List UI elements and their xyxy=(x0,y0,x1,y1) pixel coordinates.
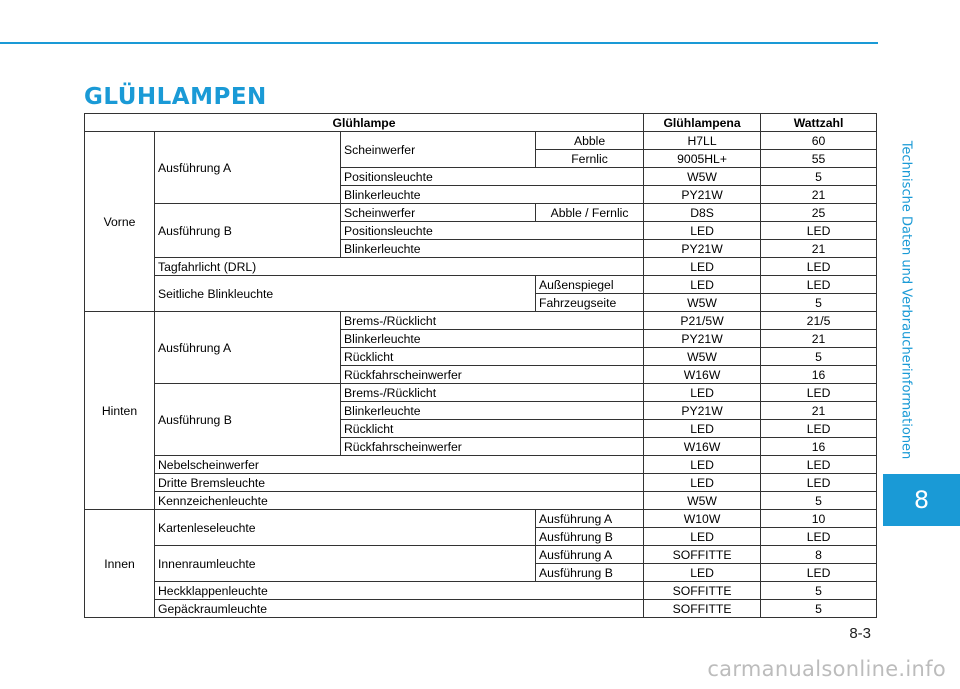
bulb-table xyxy=(84,113,877,618)
watt-cell: 5 xyxy=(761,294,877,312)
sub-label: Abble xyxy=(536,132,644,150)
lamp-label: Rücklicht xyxy=(341,420,644,438)
table-row xyxy=(85,258,877,276)
watt-cell: 21 xyxy=(761,402,877,420)
watt-cell: LED xyxy=(761,456,877,474)
type-cell: W5W xyxy=(644,168,761,186)
lamp-label: Scheinwerfer xyxy=(341,132,536,168)
watt-cell: LED xyxy=(761,258,877,276)
sub-label: Außenspiegel xyxy=(536,276,644,294)
watt-cell: 5 xyxy=(761,348,877,366)
watt-cell: 5 xyxy=(761,582,877,600)
sub-label: Ausführung A xyxy=(536,510,644,528)
watt-cell: 5 xyxy=(761,168,877,186)
lamp-label: Nebelscheinwerfer xyxy=(155,456,644,474)
lamp-label: Gepäckraumleuchte xyxy=(155,600,644,618)
type-cell: D8S xyxy=(644,204,761,222)
group-hinten: Hinten xyxy=(85,312,155,510)
variant-label: Ausführung A xyxy=(155,132,341,204)
sub-label: Ausführung B xyxy=(536,528,644,546)
table-header-row xyxy=(85,114,877,132)
table-row xyxy=(85,546,877,564)
table-row xyxy=(85,492,877,510)
lamp-label: Kennzeichenleuchte xyxy=(155,492,644,510)
lamp-label: Rücklicht xyxy=(341,348,644,366)
group-innen: Innen xyxy=(85,510,155,618)
page-title: GLÜHLAMPEN xyxy=(84,84,267,110)
variant-label: Ausführung B xyxy=(155,204,341,258)
type-cell: W10W xyxy=(644,510,761,528)
chapter-tab[interactable]: 8 xyxy=(883,474,960,526)
lamp-label: Brems-/Rücklicht xyxy=(341,312,644,330)
sub-label: Fahrzeugseite xyxy=(536,294,644,312)
watt-cell: 21/5 xyxy=(761,312,877,330)
lamp-label: Rückfahrscheinwerfer xyxy=(341,366,644,384)
watt-cell: 21 xyxy=(761,240,877,258)
header-type: Glühlampena xyxy=(644,114,761,132)
type-cell: LED xyxy=(644,528,761,546)
watt-cell: 25 xyxy=(761,204,877,222)
table-row xyxy=(85,312,877,330)
watermark: carmanualsonline.info xyxy=(707,657,946,681)
type-cell: 9005HL+ xyxy=(644,150,761,168)
watt-cell: LED xyxy=(761,384,877,402)
table-row xyxy=(85,456,877,474)
watt-cell: 5 xyxy=(761,492,877,510)
chapter-side-label: Technische Daten und Verbraucherinformationen xyxy=(898,140,914,460)
variant-label: Ausführung B xyxy=(155,384,341,456)
lamp-label: Seitliche Blinkleuchte xyxy=(155,276,536,312)
type-cell: LED xyxy=(644,258,761,276)
sub-label: Ausführung A xyxy=(536,546,644,564)
lamp-label: Blinkerleuchte xyxy=(341,402,644,420)
watt-cell: 60 xyxy=(761,132,877,150)
variant-label: Ausführung A xyxy=(155,312,341,384)
type-cell: LED xyxy=(644,474,761,492)
type-cell: SOFFITTE xyxy=(644,582,761,600)
table-row xyxy=(85,582,877,600)
watt-cell: LED xyxy=(761,564,877,582)
page-number: 8-3 xyxy=(849,625,871,642)
watt-cell: 16 xyxy=(761,438,877,456)
type-cell: W5W xyxy=(644,294,761,312)
watt-cell: LED xyxy=(761,528,877,546)
lamp-label: Blinkerleuchte xyxy=(341,330,644,348)
top-rule xyxy=(0,42,878,44)
table-row xyxy=(85,510,877,528)
watt-cell: 16 xyxy=(761,366,877,384)
lamp-label: Scheinwerfer xyxy=(341,204,536,222)
type-cell: W16W xyxy=(644,366,761,384)
watt-cell: LED xyxy=(761,474,877,492)
type-cell: PY21W xyxy=(644,402,761,420)
type-cell: PY21W xyxy=(644,186,761,204)
watt-cell: 5 xyxy=(761,600,877,618)
lamp-label: Rückfahrscheinwerfer xyxy=(341,438,644,456)
sub-label: Abble / Fernlic xyxy=(536,204,644,222)
table-row xyxy=(85,204,877,222)
sub-label: Fernlic xyxy=(536,150,644,168)
watt-cell: 8 xyxy=(761,546,877,564)
watt-cell: 10 xyxy=(761,510,877,528)
table-row xyxy=(85,600,877,618)
lamp-label: Blinkerleuchte xyxy=(341,186,644,204)
lamp-label: Heckklappenleuchte xyxy=(155,582,644,600)
type-cell: H7LL xyxy=(644,132,761,150)
lamp-label: Tagfahrlicht (DRL) xyxy=(155,258,644,276)
header-lamp: Glühlampe xyxy=(85,114,644,132)
type-cell: LED xyxy=(644,564,761,582)
group-vorne: Vorne xyxy=(85,132,155,312)
lamp-label: Positionsleuchte xyxy=(341,168,644,186)
table-row xyxy=(85,384,877,402)
type-cell: SOFFITTE xyxy=(644,600,761,618)
watt-cell: 21 xyxy=(761,330,877,348)
lamp-label: Kartenleseleuchte xyxy=(155,510,536,546)
type-cell: LED xyxy=(644,456,761,474)
watt-cell: 55 xyxy=(761,150,877,168)
watt-cell: LED xyxy=(761,276,877,294)
lamp-label: Brems-/Rücklicht xyxy=(341,384,644,402)
type-cell: W5W xyxy=(644,348,761,366)
lamp-label: Dritte Bremsleuchte xyxy=(155,474,644,492)
table-row xyxy=(85,132,877,150)
type-cell: LED xyxy=(644,276,761,294)
type-cell: W16W xyxy=(644,438,761,456)
lamp-label: Blinkerleuchte xyxy=(341,240,644,258)
type-cell: PY21W xyxy=(644,330,761,348)
type-cell: PY21W xyxy=(644,240,761,258)
watt-cell: 21 xyxy=(761,186,877,204)
type-cell: P21/5W xyxy=(644,312,761,330)
sub-label: Ausführung B xyxy=(536,564,644,582)
table-row xyxy=(85,276,877,294)
table-row xyxy=(85,474,877,492)
type-cell: LED xyxy=(644,420,761,438)
lamp-label: Positionsleuchte xyxy=(341,222,644,240)
watt-cell: LED xyxy=(761,420,877,438)
header-watt: Wattzahl xyxy=(761,114,877,132)
lamp-label: Innenraumleuchte xyxy=(155,546,536,582)
type-cell: LED xyxy=(644,384,761,402)
type-cell: SOFFITTE xyxy=(644,546,761,564)
type-cell: LED xyxy=(644,222,761,240)
type-cell: W5W xyxy=(644,492,761,510)
watt-cell: LED xyxy=(761,222,877,240)
